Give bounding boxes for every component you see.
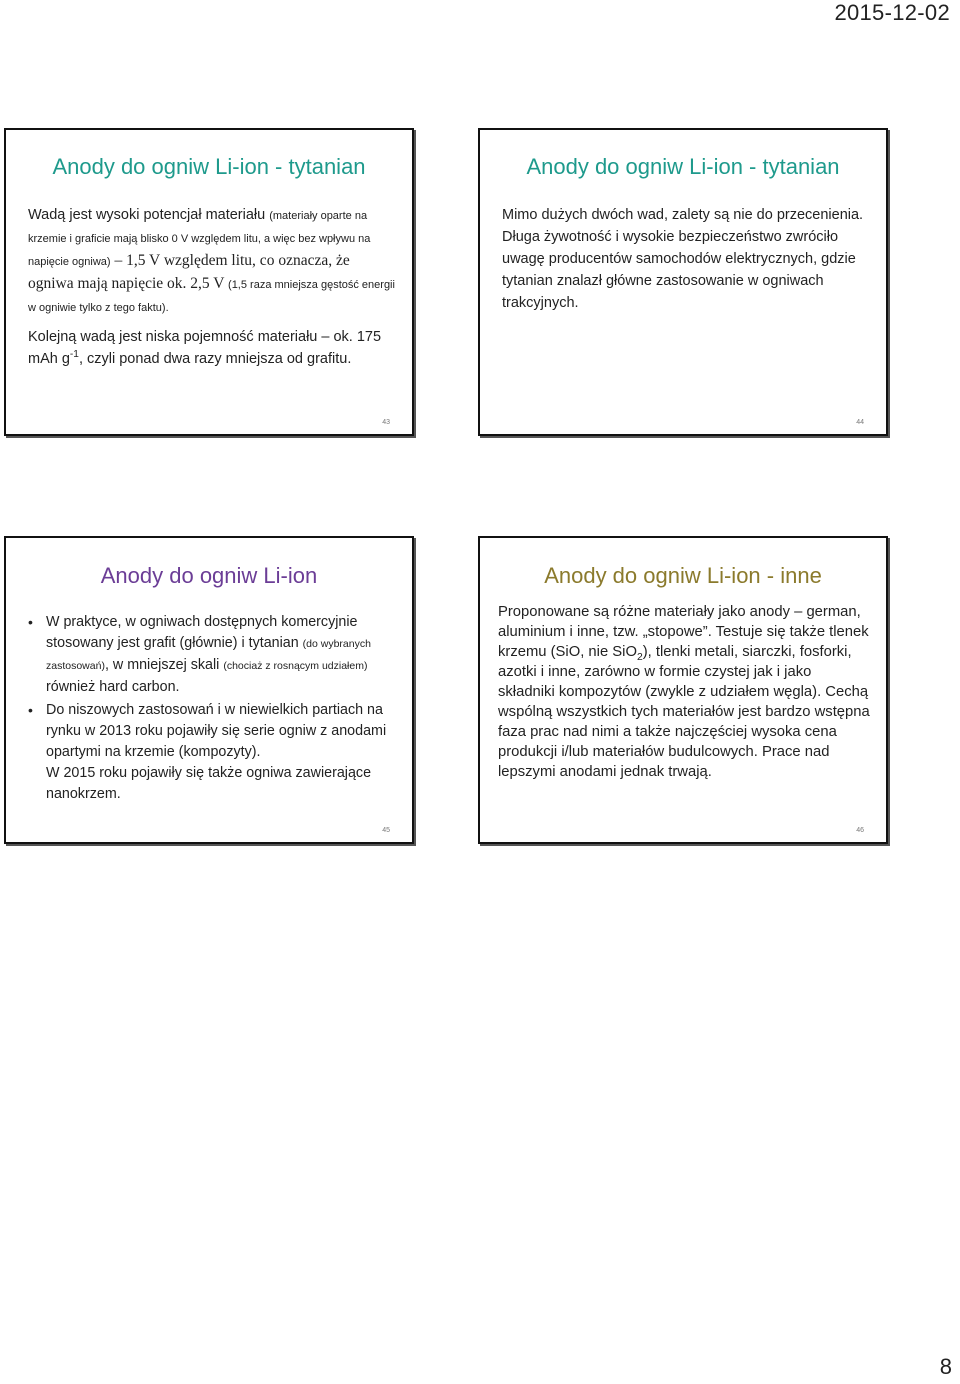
page-number: 8 xyxy=(939,1354,952,1379)
slide-title: Anody do ogniw Li-ion - inne xyxy=(544,563,822,588)
slide-body xyxy=(498,602,872,782)
text-run: W praktyce, w ogniwach dostępnych komercyjnie stosowany jest grafit (głównie) i tytanian xyxy=(46,614,358,651)
slide-title: Anody do ogniw Li-ion xyxy=(100,563,318,588)
text-run: ), tlenki metali, siarczki, fosforki, azotki i inne, zarówno w formie czystej jak i jako składniki kompozytów (zwykle z udziałem węgla). Cechą wspólną wszystkich tych materiałów jest bardzo wstępna faza prac nad nimi a także najczęściej wysoka cena produkcji i/lub materiałów budulcowych. Prace nad lepszymi anodami jednak trwają. xyxy=(498,644,870,780)
subscript: 2 xyxy=(636,651,643,663)
page-date: 2015-12-02 xyxy=(834,0,950,25)
slide-body xyxy=(26,612,398,805)
slide-43 xyxy=(4,128,414,436)
slide-45 xyxy=(4,536,414,844)
text-run: , czyli ponad dwa razy mniejsza od grafitu. xyxy=(78,351,352,367)
superscript: -1 xyxy=(69,349,79,361)
text-run: Wadą jest wysoki potencjał materiału xyxy=(28,207,270,223)
slide-title: Anody do ogniw Li-ion - tytanian xyxy=(52,154,366,179)
slide-body xyxy=(28,204,398,370)
text-run: – 1,5 V względem litu, co oznacza, że ogniwa mają napięcie ok. 2,5 V xyxy=(28,252,350,292)
text-run: Kolejną wadą jest niska pojemność materiału – ok. 175 mAh g xyxy=(28,329,382,367)
slide-number: 43 xyxy=(382,419,390,426)
text-run-small: (1,5 raza mniejsza gęstość energii w ogniwie tylko z tego faktu). xyxy=(28,279,395,314)
slide-title: Anody do ogniw Li-ion - tytanian xyxy=(526,154,840,179)
slide-number: 46 xyxy=(856,827,864,834)
text-run: Do niszowych zastosowań i w niewielkich partiach na rynku w 2013 roku pojawiły się serie ogniw z anodami opartymi na krzemie (kompozyty). xyxy=(46,702,387,760)
paragraph xyxy=(28,326,398,370)
text-run-small: (do wybranych zastosowań) xyxy=(46,638,371,672)
text-run: W 2015 roku pojawiły się także ogniwa zawierające nanokrzem. xyxy=(46,765,372,802)
text-run: , w mniejszej skali xyxy=(104,657,224,673)
text-run: również hard carbon. xyxy=(46,679,180,695)
slide-46 xyxy=(478,536,888,844)
text-run: Proponowane są różne materiały jako anody – german, aluminium i inne, tzw. „stopowe”. Testuje się także tlenek krzemu (SiO, nie SiO xyxy=(498,604,869,660)
bullet-item xyxy=(26,612,398,698)
slide-body: Mimo dużych dwóch wad, zalety są nie do przecenienia. Długa żywotność i wysokie bezpieczeństwo zwróciło uwagę producentów samochodów elektrycznych, gdzie tytanian znalazł główne zastosowanie w ogniwach trakcyjnych. xyxy=(502,207,864,311)
slide-number: 44 xyxy=(856,419,864,426)
bullet-item xyxy=(26,700,398,805)
slide-44 xyxy=(478,128,888,436)
slide-number: 45 xyxy=(382,827,390,834)
text-run-small: (chociaż z rosnącym udziałem) xyxy=(223,660,368,672)
text-run-small: (materiały oparte na krzemie i graficie mają blisko 0 V względem litu, a więc bez wpływu na napięcie ogniwa) xyxy=(28,210,371,268)
paragraph xyxy=(28,204,398,319)
